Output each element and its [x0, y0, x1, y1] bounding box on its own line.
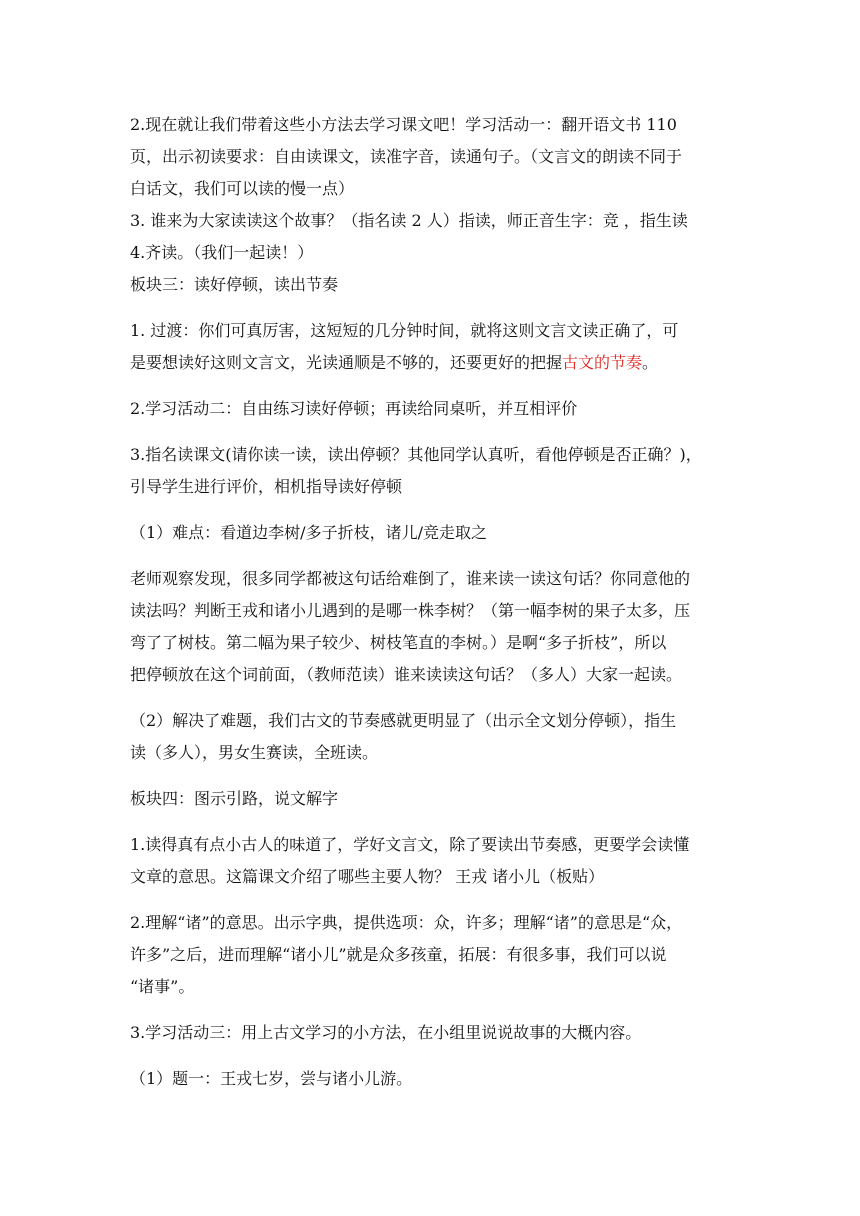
paragraph-line: 1. 过渡：你们可真厉害，这短短的几分钟时间，就将这则文言文读正确了，可 — [130, 321, 679, 340]
paragraph-line: 老师观察发现，很多同学都被这句话给难倒了，谁来读一读这句话？你同意他的 — [130, 569, 691, 588]
paragraph-line: （1）题一：王戎七岁，尝与诸小儿游。 — [130, 1069, 413, 1088]
paragraph-line: 1.读得真有点小古人的味道了，学好文言文，除了要读出节奏感，更要学会读懂 — [130, 835, 690, 854]
paragraph-line: （1）难点：看道边李树/多子折枝，诸儿/竞走取之 — [130, 523, 487, 542]
paragraph-line: 文章的意思。这篇课文介绍了哪些主要人物？ 王戎 诸小儿（板贴） — [130, 867, 605, 886]
paragraph-line: 读法吗？判断王戎和诸小儿遇到的是哪一株李树？（第一幅李树的果子太多，压 — [130, 601, 691, 620]
paragraph-line: 2.现在就让我们带着这些小方法去学习课文吧！学习活动一：翻开语文书 110 — [130, 115, 677, 134]
paragraph-line: （2）解决了难题，我们古文的节奏感就更明显了（出示全文划分停顿），指生 — [130, 711, 677, 730]
paragraph-line: 3.学习活动三：用上古文学习的小方法，在小组里说说故事的大概内容。 — [130, 1023, 642, 1042]
paragraph-line: 4.齐读。（我们一起读！） — [130, 243, 314, 262]
paragraph-line — [130, 350, 734, 376]
paragraph-line: 3. 谁来为大家读读这个故事？（指名读 2 人）指读，师正音生字：竞 ，指生读 — [130, 211, 688, 230]
highlighted-text: 古文的节奏 — [562, 353, 643, 372]
text-span: 是要想读好这则文言文，光读通顺是不够的，还要更好的把握 — [130, 353, 563, 372]
paragraph-line: 许多”之后，进而理解“诸小儿”就是众多孩童，拓展：有很多事，我们可以说 — [130, 945, 667, 964]
paragraph-line: 弯了了树枝。第二幅为果子较少、树枝笔直的李树。）是啊“多子折枝”，所以 — [130, 633, 667, 652]
paragraph-line: 白话文，我们可以读的慢一点） — [130, 179, 355, 198]
section-heading: 板块四：图示引路，说文解字 — [130, 789, 339, 808]
paragraph-line: 页，出示初读要求：自由读课文，读准字音，读通句子。（文言文的朗读不同于 — [130, 147, 683, 166]
paragraph-line: 3.指名读课文(请你读一读，读出停顿？其他同学认真听，看他停顿是否正确？)， — [130, 445, 702, 464]
text-span: 。 — [642, 353, 659, 372]
paragraph-line: 把停顿放在这个词前面，（教师范读）谁来读读这句话？（多人）大家一起读。 — [130, 665, 683, 684]
section-heading: 板块三：读好停顿，读出节奏 — [130, 275, 339, 294]
paragraph-line: 引导学生进行评价，相机指导读好停顿 — [130, 477, 403, 496]
paragraph-line: 读（多人），男女生赛读，全班读。 — [130, 743, 379, 762]
paragraph-line: “诸事”。 — [130, 977, 195, 996]
paragraph-line: 2.理解“诸”的意思。出示字典，提供选项：众，许多；理解“诸”的意思是“众， — [130, 913, 683, 932]
paragraph-line: 2.学习活动二：自由练习读好停顿；再读给同桌听，并互相评价 — [130, 399, 578, 418]
